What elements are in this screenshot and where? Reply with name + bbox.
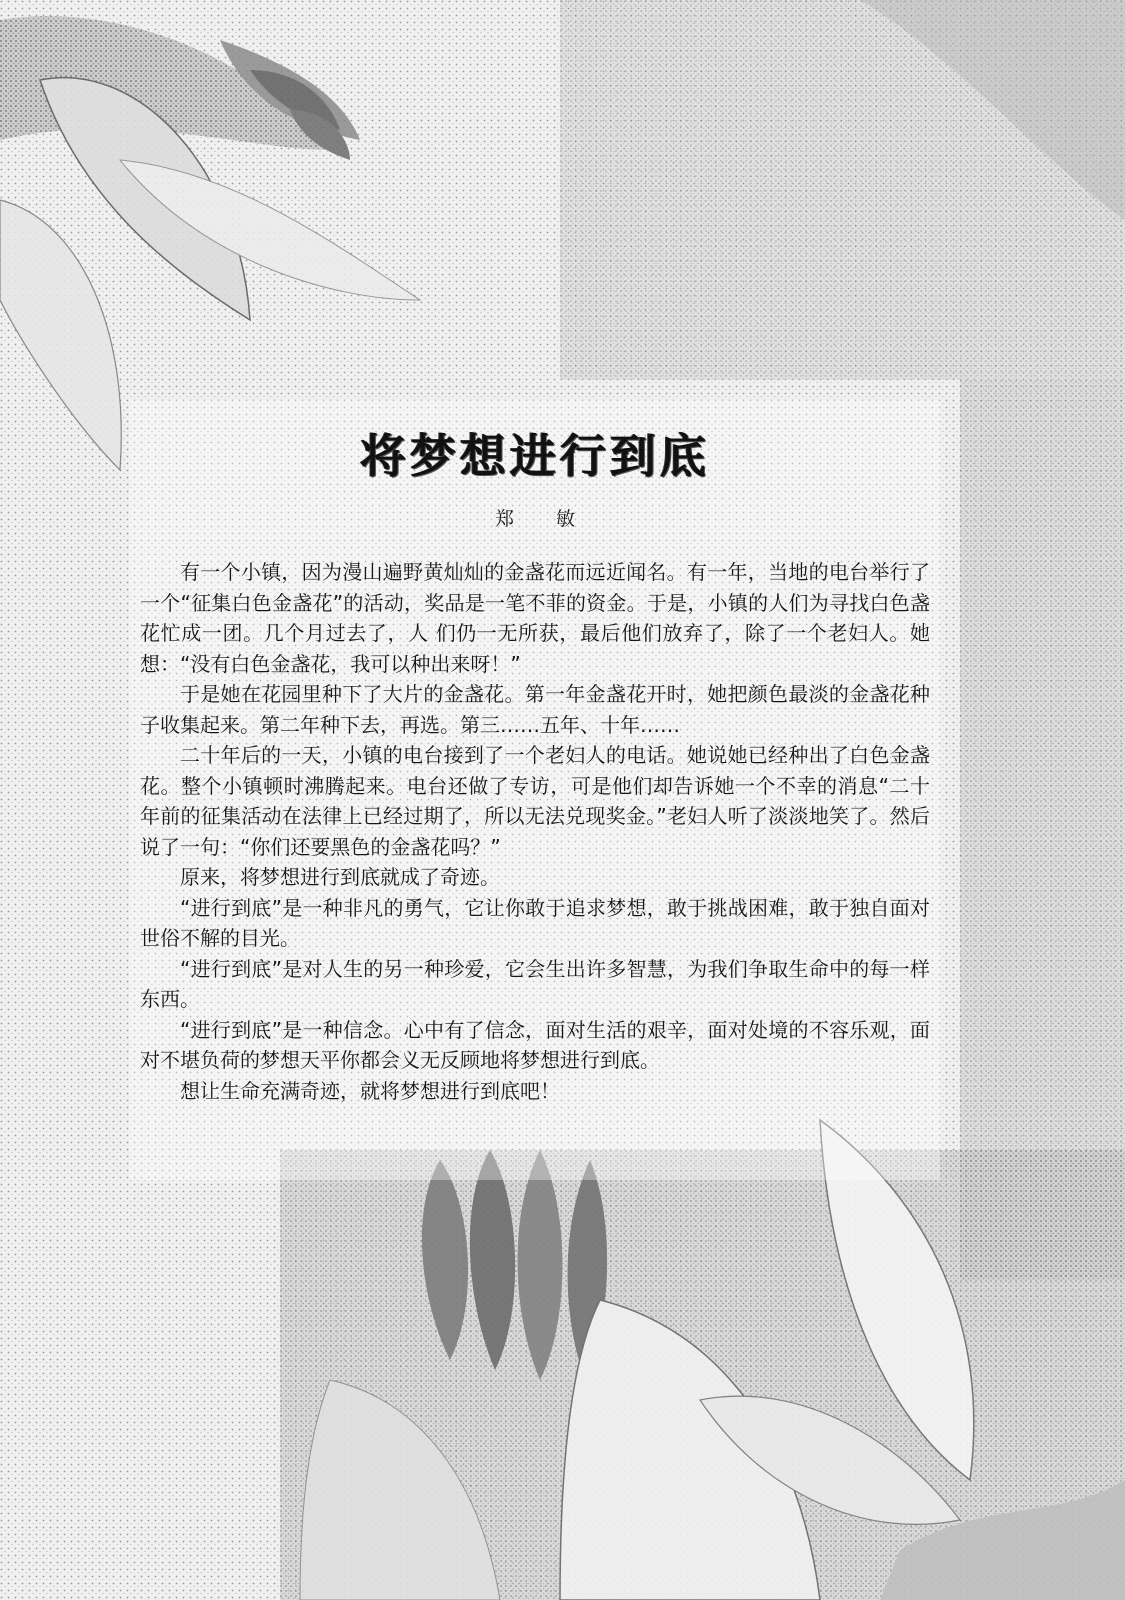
paragraph: “进行到底”是一种非凡的勇气，它让你敢于追求梦想，敢于挑战困难，敢于独自面对世俗不解的目光。 bbox=[140, 895, 930, 950]
upper-right-haze bbox=[560, 0, 1125, 380]
paragraph: 二十年后的一天，小镇的电台接到了一个老妇人的电话。她说她已经种出了白色金盏花。整个小镇顿时沸腾起来。电台还做了专访，可是他们却告诉她一个不幸的消息“二十年前的征集活动在法律上已经过期了，所以无法兑现奖金。”老妇人听了淡淡地笑了。然后说了一句：“你们还要黑色的金盏花吗？” bbox=[140, 743, 930, 859]
article-author: 郑 敏 bbox=[494, 508, 594, 530]
right-edge-haze bbox=[960, 380, 1125, 1280]
paragraph: 想让生命充满奇迹，就将梦想进行到底吧！ bbox=[180, 1078, 560, 1103]
paragraph: 于是她在花园里种下了大片的金盏花。第一年金盏花开时，她把颜色最淡的金盏花种子收集起来。第二年种下去，再选。第三……五年、十年…… bbox=[140, 682, 930, 737]
lower-flower-cluster bbox=[280, 1120, 1125, 1600]
article-body bbox=[140, 557, 930, 1106]
paragraph: “进行到底”是对人生的另一种珍爱，它会生出许多智慧，为我们争取生命中的每一样东西。 bbox=[140, 956, 930, 1011]
paragraph: 原来，将梦想进行到底就成了奇迹。 bbox=[180, 865, 500, 889]
article-title: 将梦想进行到底 bbox=[360, 429, 710, 483]
paragraph: 有一个小镇，因为漫山遍野黄灿灿的金盏花而远近闻名。有一年，当地的电台举行了一个“征集白色金盏花”的活动，奖品是一笔不菲的资金。于是，小镇的人们为寻找白色盏花忙成一团。几个月过去了，人 们仍一无所获，最后他们放弃了，除了一个老妇人。她想：“没有白色金盏花，我可以种出来呀！” bbox=[140, 560, 930, 676]
article bbox=[140, 420, 930, 1106]
paragraph: “进行到底”是一种信念。心中有了信念，面对生活的艰辛，面对处境的不容乐观，面对不堪负荷的梦想天平你都会义无反顾地将梦想进行到底。 bbox=[140, 1017, 930, 1072]
